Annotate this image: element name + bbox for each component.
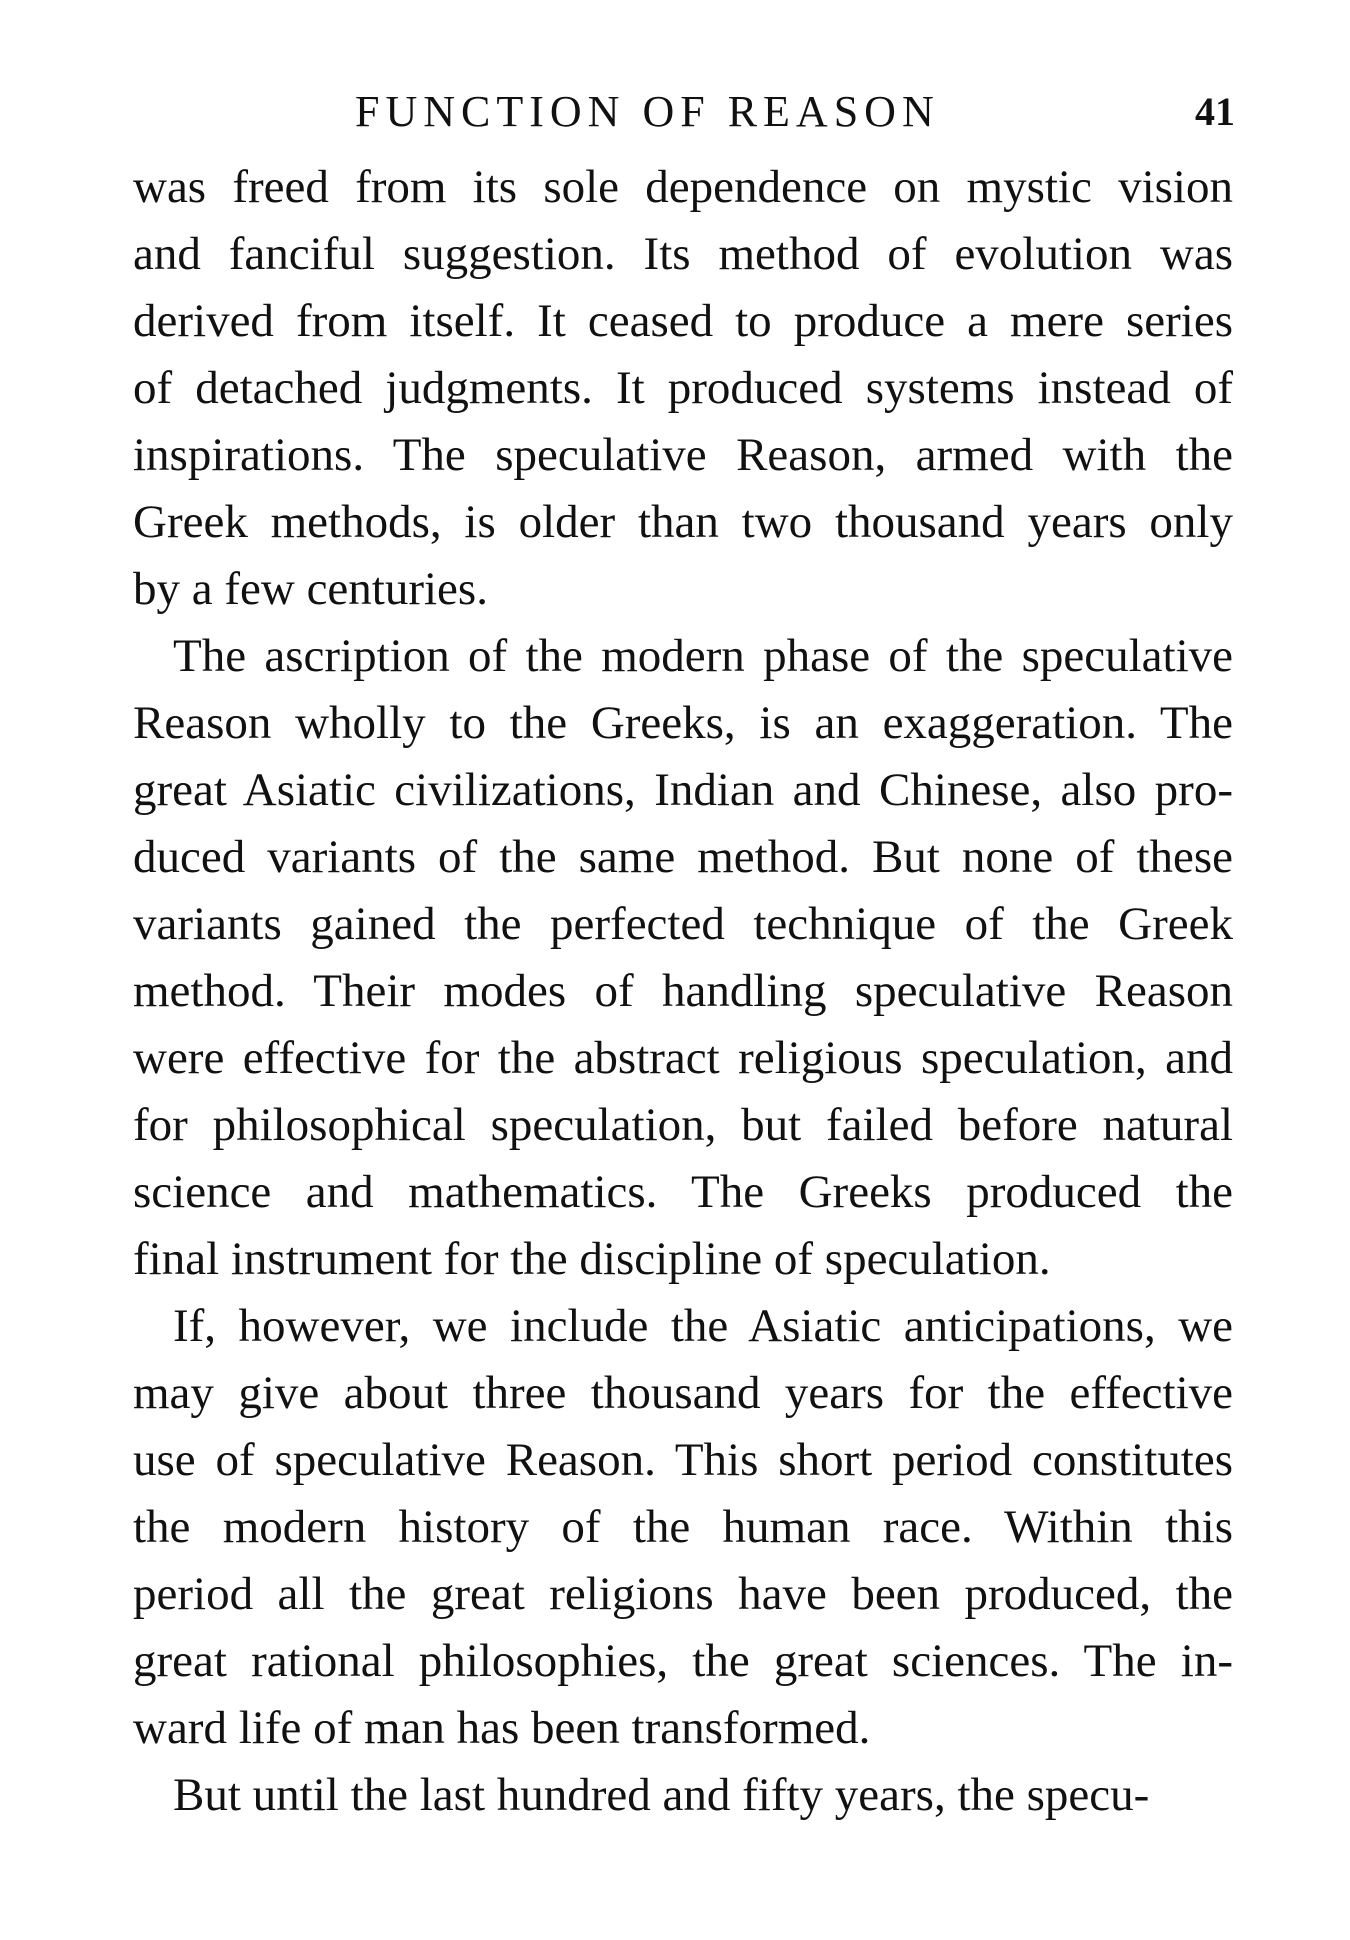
- paragraph-first-line: The ascription of the modern phase of the speculative: [173, 630, 1233, 682]
- paragraph-first-line: But until the last hundred and fifty years, the specu-: [173, 1769, 1150, 1821]
- text-line: science and mathematics. The Greeks produced the: [133, 1166, 1233, 1218]
- text-line: derived from itself. It ceased to produce a mere series: [133, 295, 1233, 347]
- text-line: inspirations. The speculative Reason, armed with the: [133, 429, 1233, 481]
- text-line: by a few centuries.: [133, 563, 488, 615]
- text-line: use of speculative Reason. This short period constitutes: [133, 1434, 1233, 1486]
- text-line: Reason wholly to the Greeks, is an exaggeration. The: [133, 697, 1233, 749]
- running-title: FUNCTION OF REASON: [355, 87, 940, 136]
- text-line: great Asiatic civilizations, Indian and Chinese, also pro-: [133, 764, 1233, 816]
- text-line: was freed from its sole dependence on mystic vision: [133, 161, 1233, 213]
- text-line: may give about three thousand years for the effective: [133, 1367, 1233, 1419]
- text-line: the modern history of the human race. Within this: [133, 1501, 1233, 1553]
- text-line: method. Their modes of handling speculative Reason: [133, 965, 1233, 1017]
- text-line: Greek methods, is older than two thousand years only: [133, 496, 1233, 548]
- body-text: [133, 154, 1233, 1829]
- text-line: of detached judgments. It produced systems instead of: [133, 362, 1233, 414]
- text-line: variants gained the perfected technique of the Greek: [133, 898, 1233, 950]
- running-head: [135, 80, 1235, 144]
- text-line: duced variants of the same method. But none of these: [133, 831, 1233, 883]
- text-line: were effective for the abstract religious speculation, and: [133, 1032, 1233, 1084]
- text-line: great rational philosophies, the great sciences. The in-: [133, 1635, 1233, 1687]
- text-line: final instrument for the discipline of speculation.: [133, 1233, 1051, 1285]
- text-line: and fanciful suggestion. Its method of evolution was: [133, 228, 1233, 280]
- text-line: ward life of man has been transformed.: [133, 1702, 871, 1754]
- paragraph-first-line: If, however, we include the Asiatic anticipations, we: [173, 1300, 1233, 1352]
- page-number: 41: [1195, 89, 1235, 134]
- text-line: for philosophical speculation, but failed before natural: [133, 1099, 1233, 1151]
- text-line: period all the great religions have been produced, the: [133, 1568, 1233, 1620]
